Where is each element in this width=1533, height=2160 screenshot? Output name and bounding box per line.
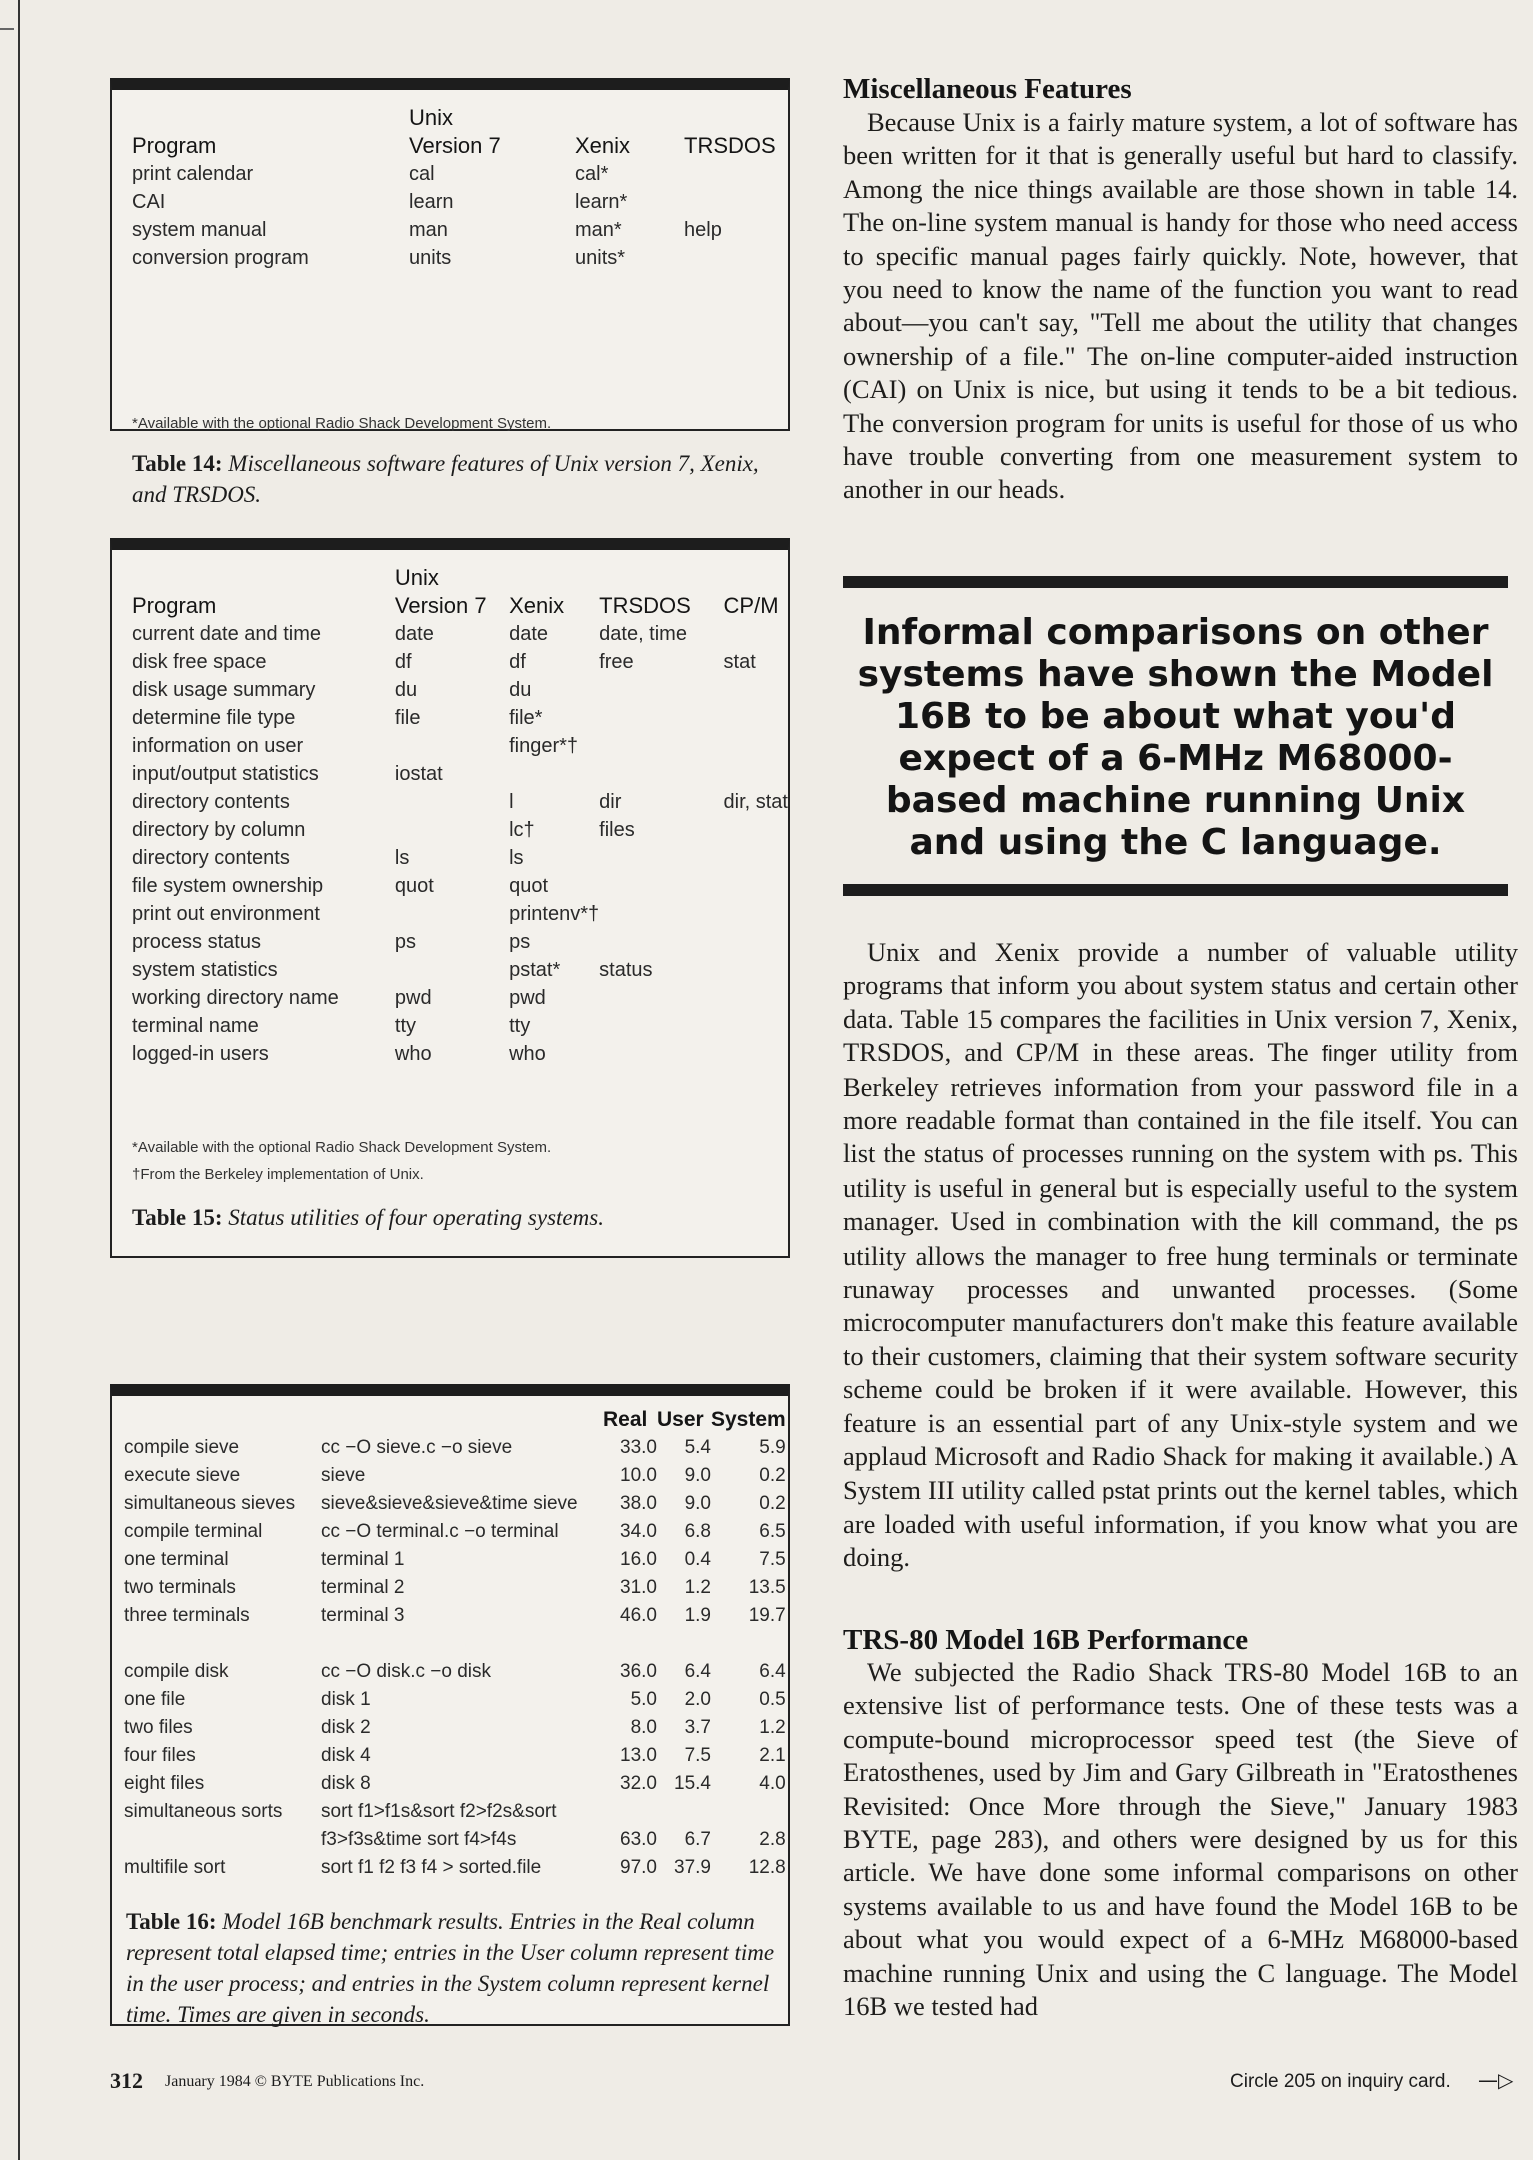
t14-caption-text: Miscellaneous software features of Unix version 7, Xenix, and TRSDOS. (132, 451, 759, 507)
table-15-grid (132, 564, 788, 1068)
t14-cell: CAI (132, 191, 166, 213)
t16-cell: disk 4 (321, 1745, 371, 1766)
group-spacer (124, 1630, 786, 1658)
t16-cell: two terminals (124, 1577, 236, 1598)
table-row (132, 900, 788, 928)
code-finger: finger (1321, 1041, 1377, 1067)
t15-cell: df (394, 651, 412, 673)
t16-cell: 6.5 (759, 1521, 786, 1542)
margin-tick (0, 28, 14, 30)
t16-cell: 13.5 (748, 1577, 786, 1598)
t15-cell: dir (599, 791, 622, 813)
table-row (132, 216, 776, 244)
t15-cell: ls (509, 847, 524, 869)
t16-cell: cc −O disk.c −o disk (321, 1661, 492, 1682)
t15-cell (395, 900, 509, 928)
table-row (124, 1490, 786, 1518)
table-row (132, 760, 788, 788)
t16-cell (603, 1798, 657, 1826)
t15-header: TRSDOS (599, 593, 691, 618)
t15-cell (599, 844, 723, 872)
t16-cell: simultaneous sieves (124, 1493, 296, 1514)
t16-cell: sort f1>f1s&sort f2>f2s&sort (321, 1801, 557, 1822)
t16-cell: 2.0 (684, 1689, 711, 1710)
table-row (124, 1462, 786, 1490)
t16-cell (657, 1798, 711, 1826)
t16-cell: 5.9 (759, 1437, 786, 1458)
t15-cell: date, time (599, 623, 687, 645)
t15-cell: df (509, 651, 526, 673)
publication-credit: January 1984 © BYTE Publications Inc. (165, 2073, 425, 2090)
t16-cell (124, 1826, 321, 1854)
t15-cell (724, 928, 788, 956)
table-16-grid (124, 1406, 786, 1882)
table-row (132, 844, 788, 872)
t15-cell: determine file type (132, 707, 296, 729)
table-row (132, 788, 788, 816)
heading-misc-features: Miscellaneous Features (843, 73, 1132, 105)
t15-cell: who (394, 1043, 432, 1065)
t16-header (124, 1406, 321, 1434)
t14-cell: system manual (132, 219, 267, 241)
t16-cell: 97.0 (620, 1857, 657, 1878)
t14-caption (132, 448, 772, 510)
t16-cell: 4.0 (759, 1773, 786, 1794)
text-run: utility from Berkeley retrieves information from your password file in a more readable format than contained in the file itself. You can list the status of processes running on the system with (843, 1037, 1518, 1169)
t16-cell: one file (124, 1689, 186, 1710)
t15-cell (724, 844, 788, 872)
t16-cell: 7.5 (759, 1549, 786, 1570)
t14-cell: learn (409, 191, 454, 213)
table-row (124, 1546, 786, 1574)
t15-header: Xenix (509, 593, 565, 618)
table-row (132, 620, 788, 648)
t14-cell (684, 244, 776, 272)
t16-cell: 33.0 (620, 1437, 657, 1458)
t15-cell: du (394, 679, 418, 701)
t14-cell: units* (575, 247, 626, 269)
t16-caption (126, 1906, 781, 2030)
t15-cell: stat (723, 651, 756, 673)
t16-cell: 8.0 (630, 1717, 657, 1738)
t15-header: Unix Version 7 (394, 565, 487, 618)
t15-cell (724, 676, 788, 704)
t16-cell: 9.0 (684, 1465, 711, 1486)
t14-cell: units (409, 247, 452, 269)
t15-cell (724, 872, 788, 900)
table-row (124, 1574, 786, 1602)
t16-cell: two files (124, 1717, 193, 1738)
t15-cell: current date and time (132, 623, 321, 645)
t15-footnote: †From the Berkeley implementation of Unix. (132, 1166, 424, 1183)
t16-cell: terminal 1 (321, 1549, 405, 1570)
text-run: command, the (1318, 1206, 1495, 1237)
t14-cell (684, 188, 776, 216)
t16-cell: compile sieve (124, 1437, 240, 1458)
paragraph-performance: We subjected the Radio Shack TRS-80 Model 16B to an extensive list of performance tests. One of these tests was a compute-bound microprocessor speed test (the Sieve of Eratosthenes, used by Jim and Gary Gilbreath in "Eratosthenes Revisited: Once More through the Sieve," January 1983 BYTE, page 283), and others were designed by us for this article. We have done some informal comparisons on other systems available to us and have found the Model 16B to be about what you would expect of a 6-MHz M68000-based machine running Unix and using the C language. The Model 16B we tested had (843, 1657, 1518, 2022)
code-kill: kill (1292, 1210, 1319, 1236)
t15-cell: finger*† (509, 735, 579, 757)
t14-header: Program (132, 133, 217, 158)
t15-cell (599, 676, 723, 704)
t16-cell: f3>f3s&time sort f4>f4s (321, 1829, 517, 1850)
t15-cell: disk usage summary (132, 679, 316, 701)
text-run: utility allows the manager to free hung terminals or terminate runaway processes and unwanted processes. (Some microcomputer manufacturers don't make this feature available to their customers, claiming that their system software security scheme could be broken if it were available. However, this feature is an essential part of any Unix-style system and we applaud Microsoft and Radio Shack for making it available.) A System III utility called (843, 1240, 1518, 1505)
t15-cell: pwd (509, 987, 546, 1009)
t15-cell (599, 900, 723, 928)
t16-cell: 38.0 (620, 1493, 657, 1514)
table-row (132, 648, 788, 676)
t16-header (321, 1406, 603, 1434)
table-15 (110, 538, 790, 1258)
continue-arrow-icon: —▷ (1478, 2068, 1514, 2092)
t15-caption-text: Status utilities of four operating systems. (228, 1205, 604, 1230)
t16-cell: 6.4 (684, 1661, 711, 1682)
t15-cell: printenv*† (509, 903, 600, 925)
t16-cell: 16.0 (620, 1549, 657, 1570)
t14-footnote: *Available with the optional Radio Shack Development System. (132, 415, 552, 432)
t15-cell: ps (394, 931, 417, 953)
t15-caption (132, 1202, 772, 1233)
table-row (132, 816, 788, 844)
page-spine (18, 0, 20, 2160)
t15-footnotes (132, 1134, 772, 1188)
t15-cell (599, 1012, 723, 1040)
t16-cell: terminal 2 (321, 1577, 405, 1598)
table-row (124, 1854, 786, 1882)
t15-cell: quot (394, 875, 434, 897)
table-row (132, 1012, 788, 1040)
t16-cell: sieve (321, 1465, 366, 1486)
t15-cell: tty (509, 1015, 531, 1037)
t16-cell: four files (124, 1745, 196, 1766)
t16-cell: 37.9 (674, 1857, 711, 1878)
paragraph-misc-features: Because Unix is a fairly mature system, a lot of software has been written for it that is generally useful but hard to classify. Among the nice things available are those shown in table 14. The on-line system manual is handy for those who need access to specific manual pages fairly quickly. Note, however, that you need to know the name of the function you want to read about—you can't say, "Tell me about the utility that changes ownership of a file." The on-line computer-aided instruction (CAI) on Unix is nice, but using it tends to be a bit tedious. The conversion program for units is useful for those of us who have trouble converting from one measurement system to another in our heads. (843, 107, 1518, 505)
t15-caption-label: Table 15: (132, 1205, 223, 1230)
t16-cell: three terminals (124, 1605, 250, 1626)
t16-cell: 0.5 (759, 1689, 786, 1710)
t16-cell: 6.7 (684, 1829, 711, 1850)
t15-cell (724, 732, 788, 760)
t16-cell: 32.0 (620, 1773, 657, 1794)
t16-cell: 7.5 (684, 1745, 711, 1766)
table-row (124, 1770, 786, 1798)
t15-cell: file* (509, 707, 543, 729)
t15-footnote: *Available with the optional Radio Shack Development System. (132, 1139, 552, 1156)
table-row (132, 956, 788, 984)
t16-cell: 1.2 (684, 1577, 711, 1598)
t16-cell: 13.0 (620, 1745, 657, 1766)
t16-cell: 1.2 (759, 1717, 786, 1738)
t16-cell: disk 1 (321, 1689, 371, 1710)
t16-cell: sieve&sieve&sieve&time sieve (321, 1493, 578, 1514)
table-row (124, 1798, 786, 1826)
t16-cell: compile terminal (124, 1521, 263, 1542)
t15-cell: terminal name (132, 1015, 259, 1037)
t15-cell (599, 1040, 723, 1068)
t16-cell: 46.0 (620, 1605, 657, 1626)
t15-cell (724, 620, 788, 648)
t15-cell (599, 704, 723, 732)
t15-cell (395, 732, 509, 760)
t15-cell: pwd (394, 987, 432, 1009)
table-row (124, 1658, 786, 1686)
table-row (132, 676, 788, 704)
t15-cell: system statistics (132, 959, 278, 981)
t16-cell: 3.7 (684, 1717, 711, 1738)
t16-header: Real (603, 1408, 648, 1431)
t14-cell: cal* (575, 163, 609, 185)
t16-cell: 31.0 (620, 1577, 657, 1598)
t15-cell: du (509, 679, 532, 701)
t15-cell: file (394, 707, 421, 729)
t16-cell: 9.0 (684, 1493, 711, 1514)
t15-cell: directory contents (132, 847, 290, 869)
t15-cell: information on user (132, 735, 304, 757)
code-pstat: pstat (1102, 1478, 1150, 1504)
t16-cell: 5.0 (630, 1689, 657, 1710)
t15-cell (724, 1012, 788, 1040)
t16-cell: 10.0 (620, 1465, 657, 1486)
t16-cell: 0.4 (684, 1549, 711, 1570)
pullquote-rule-top (843, 576, 1508, 588)
table-16 (110, 1384, 790, 2026)
table-row (132, 732, 788, 760)
t15-cell: pstat* (509, 959, 561, 981)
t15-cell: ps (509, 931, 531, 953)
t14-cell: man* (575, 219, 622, 241)
t15-cell: who (509, 1043, 546, 1065)
t15-cell: file system ownership (132, 875, 324, 897)
t14-cell: print calendar (132, 163, 254, 185)
table-14 (110, 78, 790, 507)
text-run: prints out the kernel tables, which are loaded with useful information, if you know what you are doing. (843, 1474, 1518, 1573)
t15-cell: free (599, 651, 634, 673)
t15-cell (724, 956, 788, 984)
t16-header: User (657, 1408, 704, 1431)
t15-cell (509, 760, 599, 788)
t16-cell: 0.2 (759, 1465, 786, 1486)
t15-cell (724, 816, 788, 844)
table-row (124, 1686, 786, 1714)
t16-header: System (711, 1408, 786, 1431)
t16-cell: 1.9 (684, 1605, 711, 1626)
t16-cell: simultaneous sorts (124, 1801, 283, 1822)
t16-cell (711, 1798, 786, 1826)
t16-cell: execute sieve (124, 1465, 241, 1486)
page-number: 312 (110, 2068, 143, 2093)
table-row (124, 1602, 786, 1630)
t15-cell: input/output statistics (132, 763, 319, 785)
table-row (124, 1518, 786, 1546)
t15-cell: l (509, 791, 514, 813)
table-14-grid (132, 104, 776, 272)
t15-cell (724, 760, 788, 788)
t15-cell: dir, stat (723, 791, 788, 813)
table-row (132, 928, 788, 956)
t14-cell: man (409, 219, 448, 241)
pullquote-rule-bottom (843, 884, 1508, 896)
t16-cell: sort f1 f2 f3 f4 > sorted.file (321, 1857, 542, 1878)
t15-cell (395, 816, 509, 844)
t16-cell: 6.8 (684, 1521, 711, 1542)
t16-cell: compile disk (124, 1661, 229, 1682)
t16-cell: 36.0 (620, 1661, 657, 1682)
table-row (132, 704, 788, 732)
t16-cell: cc −O terminal.c −o terminal (321, 1521, 559, 1542)
t16-cell: one terminal (124, 1549, 229, 1570)
t15-cell: directory contents (132, 791, 290, 813)
t15-cell: tty (394, 1015, 417, 1037)
t14-caption-label: Table 14: (132, 451, 223, 476)
inquiry-note: Circle 205 on inquiry card. (1230, 2071, 1451, 2092)
t14-cell: conversion program (132, 247, 309, 269)
t14-cell (684, 160, 776, 188)
t16-cell: cc −O sieve.c −o sieve (321, 1437, 513, 1458)
table-row (132, 872, 788, 900)
t16-cell: multifile sort (124, 1857, 226, 1878)
t15-cell (724, 900, 788, 928)
t16-cell: disk 2 (321, 1717, 371, 1738)
t16-cell: 63.0 (620, 1829, 657, 1850)
t15-cell (724, 984, 788, 1012)
t15-cell: date (509, 623, 549, 645)
table-row (132, 244, 776, 272)
t15-cell: ls (394, 847, 410, 869)
t14-cell: cal (409, 163, 435, 185)
table-row (132, 160, 776, 188)
t15-cell (395, 788, 509, 816)
t16-cell: 2.1 (759, 1745, 786, 1766)
t15-cell (724, 704, 788, 732)
t15-cell: iostat (394, 763, 443, 785)
t14-header: Unix Version 7 (409, 105, 501, 158)
t14-header: TRSDOS (684, 133, 776, 158)
table-row (132, 1040, 788, 1068)
t15-cell: process status (132, 931, 261, 953)
t16-cell: 15.4 (674, 1773, 711, 1794)
t15-cell: quot (509, 875, 549, 897)
table-row (124, 1826, 786, 1854)
t16-caption-text: Model 16B benchmark results. Entries in the Real column represent total elapsed time; entries in the User column represent time in the user process; and entries in the System column represent kernel time. Times are given in seconds. (126, 1909, 775, 2027)
t15-cell (599, 984, 723, 1012)
t16-cell: 19.7 (748, 1605, 786, 1626)
t14-cell: learn* (575, 191, 628, 213)
t16-cell: 6.4 (759, 1661, 786, 1682)
table-row (124, 1742, 786, 1770)
heading-performance: TRS-80 Model 16B Performance (843, 1624, 1249, 1656)
table-row (124, 1714, 786, 1742)
paragraph-status-utilities (843, 936, 1518, 1606)
t15-cell (599, 872, 723, 900)
t15-cell (599, 928, 723, 956)
t15-cell: status (599, 959, 653, 981)
t15-cell: date (394, 623, 434, 645)
table-row (132, 188, 776, 216)
text-run: Unix and Xenix provide a number of valuable utility programs that inform you about system status and certain other data. Table 15 compares the facilities in Unix version 7, Xenix, TRSDOS, and CP/M in these areas. The (843, 937, 1518, 1068)
t15-cell: print out environment (132, 903, 320, 925)
t16-cell: 12.8 (748, 1857, 786, 1878)
t16-cell: 0.2 (759, 1493, 786, 1514)
code-ps: ps (1433, 1142, 1457, 1168)
t15-cell: disk free space (132, 651, 267, 673)
table-row (124, 1434, 786, 1462)
text-run: . This utility is useful in general but is especially useful to the system manager. Used in combination with the (843, 1138, 1518, 1237)
table-row (132, 984, 788, 1012)
t15-cell: files (599, 819, 635, 841)
t15-header: CP/M (723, 593, 779, 618)
t14-cell: help (684, 219, 722, 241)
t15-cell (724, 1040, 788, 1068)
t16-cell: terminal 3 (321, 1605, 405, 1626)
t15-cell (395, 956, 509, 984)
t16-cell: eight files (124, 1773, 205, 1794)
t15-cell: logged-in users (132, 1043, 269, 1065)
t15-cell: working directory name (132, 987, 339, 1009)
t15-header: Program (132, 593, 217, 618)
t16-cell: 34.0 (620, 1521, 657, 1542)
t16-cell: 2.8 (759, 1829, 786, 1850)
pull-quote: Informal comparisons on other systems have shown the Model 16B to be about what you'd expect of a 6-MHz M68000-based machine running Unix and using the C language. (857, 612, 1494, 863)
t15-cell: directory by column (132, 819, 306, 841)
code-ps: ps (1494, 1210, 1518, 1236)
t15-cell: lc† (509, 819, 535, 841)
t15-cell (599, 732, 723, 760)
t15-cell (599, 760, 723, 788)
t16-cell: disk 8 (321, 1773, 371, 1794)
t14-header: Xenix (575, 133, 631, 158)
t16-caption-label: Table 16: (126, 1909, 217, 1934)
t16-cell: 5.4 (684, 1437, 711, 1458)
